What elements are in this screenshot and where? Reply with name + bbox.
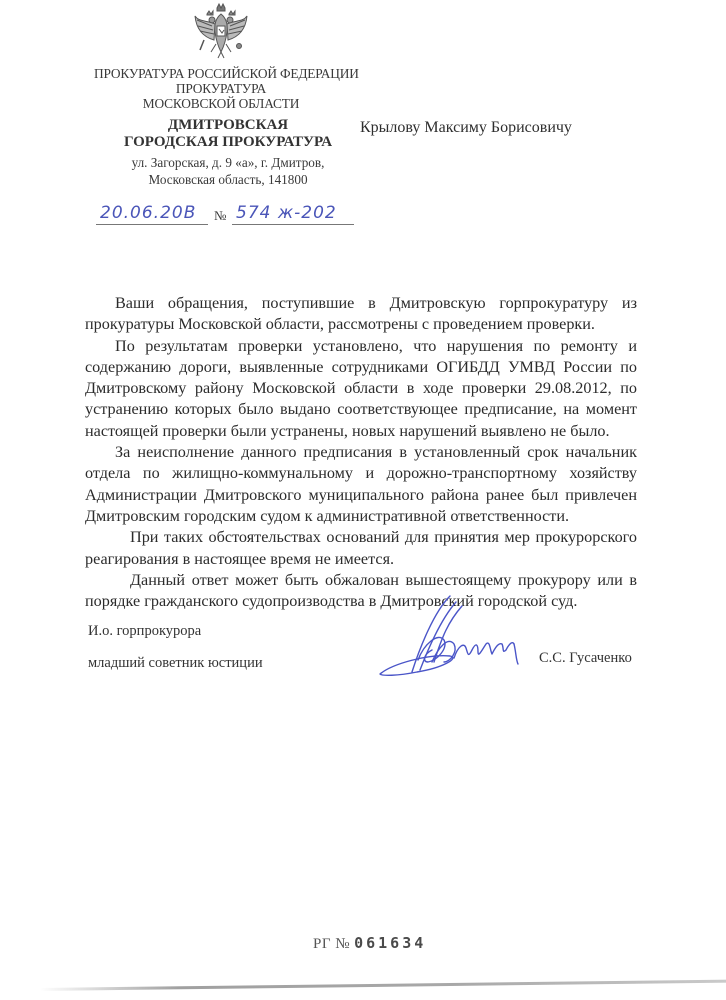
russian-coat-of-arms-icon xyxy=(190,2,252,60)
number-sign: № xyxy=(214,208,227,223)
body-paragraph: При таких обстоятельствах оснований для принятия мер прокурорского реагирования в настоящее время не имеется. xyxy=(85,528,637,568)
letter-body xyxy=(85,293,637,612)
registration-number: 574 ж-202 xyxy=(236,203,337,223)
letterhead-prosecutor-general: ПРОКУРАТУРА РОССИЙСКОЙ ФЕДЕРАЦИИ xyxy=(94,66,359,81)
letterhead-address-region: Московская область, 141800 xyxy=(148,172,308,187)
signer-name: С.С. Гусаченко xyxy=(539,650,632,666)
scan-edge-line xyxy=(40,980,726,991)
letterhead-org-name-line2: ГОРОДСКАЯ ПРОКУРАТУРА xyxy=(123,134,333,150)
number-underline xyxy=(232,224,354,225)
recipient-name: Крылову Максиму Борисовичу xyxy=(360,119,572,136)
body-paragraph: По результатам проверки установлено, что нарушения по ремонту и содержанию дороги, выявленные сотрудниками ОГИБДД УМВД России по Дмитровскому району Московской области в ходе проверки 29.08.2012, по устранению которых было выдано соответствующее предписание, на момент настоящей проверки были устранены, новых нарушений выявлено не было. xyxy=(85,336,637,440)
letterhead-region: МОСКОВСКОЙ ОБЛАСТИ xyxy=(142,96,300,111)
serial-prefix: РГ № xyxy=(313,936,351,952)
signer-rank: младший советник юстиции xyxy=(88,655,263,671)
serial-digits: 061634 xyxy=(354,934,427,952)
body-paragraph: Ваши обращения, поступившие в Дмитровскую горпрокуратуру из прокуратуры Московской области, рассмотрены с проведением проверки. xyxy=(85,294,637,334)
letterhead-address-street: ул. Загорская, д. 9 «а», г. Дмитров, xyxy=(131,155,325,170)
signer-role: И.о. горпрокурора xyxy=(88,623,202,639)
letterhead-org-name-line1: ДМИТРОВСКАЯ xyxy=(167,117,289,133)
handwritten-signature xyxy=(372,592,532,692)
body-paragraph: Данный ответ может быть обжалован вышестоящему прокурору или в порядке гражданского судопроизводства в Дмитровский городской суд. xyxy=(85,570,637,611)
date-underline xyxy=(96,224,208,225)
registration-date: 20.06.20B xyxy=(100,203,197,223)
form-serial-number xyxy=(313,934,426,953)
letterhead-prosecutor-office: ПРОКУРАТУРА xyxy=(175,81,267,96)
body-paragraph: За неисполнение данного предписания в установленный срок начальник отдела по жилищно-коммунальному и дорожно-транспортному хозяйству Администрации Дмитровского муниципального района ранее был привлечен Дмитровским городским судом к административной ответственности. xyxy=(85,443,637,525)
